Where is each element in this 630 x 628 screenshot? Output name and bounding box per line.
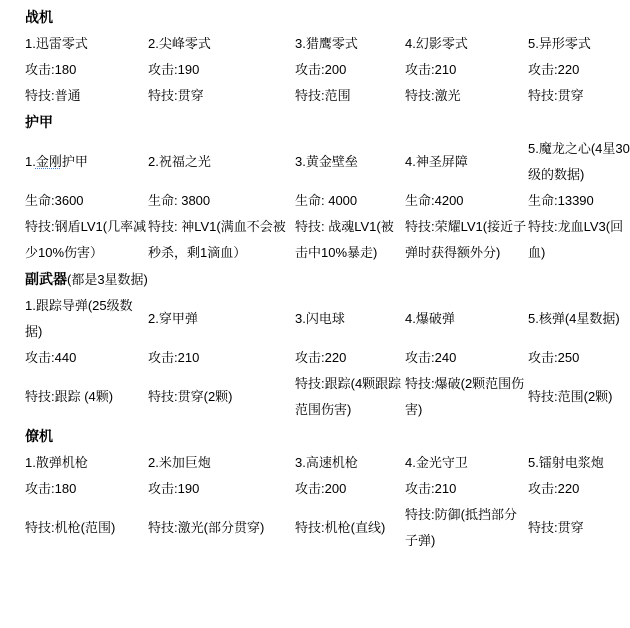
text-run: 攻击:220	[528, 481, 580, 496]
text-run: 特技:普通	[25, 88, 81, 103]
text-run: 2.祝福之光	[148, 154, 211, 169]
table-cell	[295, 266, 405, 293]
text-run: 5.魔龙之心(4星30级的数据)	[528, 141, 630, 182]
section-header-row-fighters	[25, 4, 630, 31]
text-run: 1.	[25, 154, 36, 169]
wingman-names-col5	[528, 450, 630, 476]
text-run: 特技:龙血LV3(回血)	[528, 219, 624, 260]
section-title-armor	[25, 109, 148, 136]
text-run: 攻击:240	[405, 350, 457, 365]
table-cell	[148, 266, 295, 293]
weapon-names-col3	[295, 293, 405, 345]
fighter-special-col2	[148, 83, 295, 109]
weapon-names-col1	[25, 293, 148, 345]
wingman-special	[25, 502, 630, 554]
text-run: 特技:范围	[295, 88, 351, 103]
text-run: 攻击:210	[148, 350, 200, 365]
text-run: 5.核弹(4星数据)	[528, 311, 620, 326]
text-run: 特技:贯穿	[528, 520, 584, 535]
equipment-table-body	[25, 4, 630, 554]
fighter-attack-col5	[528, 57, 630, 83]
text-run: 4.爆破弹	[405, 311, 455, 326]
armor-life-col3	[295, 188, 405, 214]
weapon-names-col2	[148, 293, 295, 345]
fighter-attack-col3	[295, 57, 405, 83]
armor-special-col2	[148, 214, 295, 266]
text-run: 2.米加巨炮	[148, 455, 211, 470]
armor-names-col1	[25, 136, 148, 188]
weapon-names-col5	[528, 293, 630, 345]
weapon-special-col1	[25, 371, 148, 423]
section-title-secondary-weapons	[25, 266, 148, 293]
wingman-names-col1	[25, 450, 148, 476]
weapon-attack-col4	[405, 345, 528, 371]
text-run: 特技: 神LV1(满血不会被秒杀，剩1滴血）	[148, 219, 286, 260]
text-run: 特技:激光	[405, 88, 461, 103]
spellcheck-underline: 金刚	[35, 154, 62, 169]
weapon-attack-col2	[148, 345, 295, 371]
text-run: 攻击:210	[405, 62, 457, 77]
table-cell	[405, 4, 528, 31]
section-header-row-armor	[25, 109, 630, 136]
text-run: 攻击:440	[25, 350, 77, 365]
table-cell	[405, 266, 528, 293]
armor-life	[25, 188, 630, 214]
text-run: 特技: 战魂LV1(被击中10%暴走)	[295, 219, 394, 260]
text-run: 生命: 3800	[148, 193, 211, 208]
wingman-names-col2	[148, 450, 295, 476]
armor-names-col3	[295, 136, 405, 188]
text-run: 特技:激光(部分贯穿)	[148, 520, 265, 535]
table-cell	[405, 109, 528, 136]
text-run: 3.闪电球	[295, 311, 345, 326]
armor-life-col1	[25, 188, 148, 214]
section-title-wingmen	[25, 423, 148, 450]
weapon-special-col2	[148, 371, 295, 423]
table-cell	[295, 109, 405, 136]
table-cell	[148, 4, 295, 31]
weapon-special-col4	[405, 371, 528, 423]
fighter-attack-col4	[405, 57, 528, 83]
text-run: 2.穿甲弹	[148, 311, 198, 326]
text-run: 副武器	[25, 271, 67, 287]
text-run: 攻击:220	[295, 350, 347, 365]
table-cell	[528, 423, 630, 450]
table-cell	[148, 109, 295, 136]
text-run: 攻击:180	[25, 481, 77, 496]
text-run: 特技:贯穿	[528, 88, 584, 103]
text-run: 特技:荣耀LV1(接近子弹时获得额外分)	[405, 219, 527, 260]
weapon-special-col3	[295, 371, 405, 423]
text-run: 护甲	[25, 114, 53, 130]
wingman-attack-col5	[528, 476, 630, 502]
text-run: 特技:贯穿(2颗)	[148, 389, 233, 404]
fighter-names	[25, 31, 630, 57]
weapon-names	[25, 293, 630, 345]
text-run: 3.黄金壁垒	[295, 154, 358, 169]
text-run: 攻击:200	[295, 62, 347, 77]
text-run: 攻击:250	[528, 350, 580, 365]
text-run: 5.镭射电浆炮	[528, 455, 604, 470]
weapon-attack	[25, 345, 630, 371]
wingman-attack-col1	[25, 476, 148, 502]
table-cell	[528, 266, 630, 293]
wingman-special-col1	[25, 502, 148, 554]
text-run: 2.尖峰零式	[148, 36, 211, 51]
section-title-fighters	[25, 4, 148, 31]
text-run: 特技:跟踪(4颗跟踪范围伤害)	[295, 376, 402, 417]
wingman-attack-col2	[148, 476, 295, 502]
fighter-special-col4	[405, 83, 528, 109]
armor-special-col4	[405, 214, 528, 266]
text-run: 1.跟踪导弹(25级数据)	[25, 298, 133, 339]
text-run: 3.猎鹰零式	[295, 36, 358, 51]
text-run: 僚机	[25, 428, 53, 444]
armor-names	[25, 136, 630, 188]
text-run: 4.幻影零式	[405, 36, 468, 51]
section-header-row-secondary-weapons	[25, 266, 630, 293]
text-run: 生命:4200	[405, 193, 464, 208]
wingman-attack	[25, 476, 630, 502]
armor-life-col5	[528, 188, 630, 214]
table-cell	[528, 109, 630, 136]
armor-special-col1	[25, 214, 148, 266]
wingman-attack-col3	[295, 476, 405, 502]
text-run: 3.高速机枪	[295, 455, 358, 470]
armor-special-col3	[295, 214, 405, 266]
wingman-names-col3	[295, 450, 405, 476]
text-run: 特技:爆破(2颗范围伤害)	[405, 376, 525, 417]
armor-life-col2	[148, 188, 295, 214]
text-run: 战机	[25, 9, 53, 25]
fighter-attack-col2	[148, 57, 295, 83]
text-run: 特技:范围(2颗)	[528, 389, 613, 404]
fighter-names-col4	[405, 31, 528, 57]
weapon-special-col5	[528, 371, 630, 423]
wingman-special-col3	[295, 502, 405, 554]
section-header-row-wingmen	[25, 423, 630, 450]
equipment-table	[25, 4, 630, 554]
fighter-names-col2	[148, 31, 295, 57]
armor-names-col5	[528, 136, 630, 188]
wingman-names-col4	[405, 450, 528, 476]
text-run: 特技:机枪(直线)	[295, 520, 386, 535]
armor-names-col2	[148, 136, 295, 188]
text-run: 特技:机枪(范围)	[25, 520, 116, 535]
fighter-attack-col1	[25, 57, 148, 83]
text-run: 1.迅雷零式	[25, 36, 88, 51]
fighter-special-col1	[25, 83, 148, 109]
text-run: 特技:贯穿	[148, 88, 204, 103]
wingman-special-col4	[405, 502, 528, 554]
table-cell	[295, 423, 405, 450]
text-run: 特技:钢盾LV1(几率减少10%伤害）	[25, 219, 147, 260]
text-run: 4.金光守卫	[405, 455, 468, 470]
text-run: 5.异形零式	[528, 36, 591, 51]
armor-names-col4	[405, 136, 528, 188]
wingman-special-col5	[528, 502, 630, 554]
text-run: 1.散弹机枪	[25, 455, 88, 470]
fighter-names-col5	[528, 31, 630, 57]
weapon-attack-col5	[528, 345, 630, 371]
wingman-attack-col4	[405, 476, 528, 502]
text-run: 攻击:180	[25, 62, 77, 77]
fighter-names-col3	[295, 31, 405, 57]
table-cell	[405, 423, 528, 450]
weapon-attack-col1	[25, 345, 148, 371]
text-run: 攻击:190	[148, 62, 200, 77]
table-cell	[528, 4, 630, 31]
weapon-attack-col3	[295, 345, 405, 371]
weapon-special	[25, 371, 630, 423]
table-cell	[295, 4, 405, 31]
weapon-names-col4	[405, 293, 528, 345]
table-cell	[148, 423, 295, 450]
text-run: 特技:防御(抵挡部分子弹)	[405, 507, 517, 548]
text-run: 生命: 4000	[295, 193, 358, 208]
armor-special	[25, 214, 630, 266]
text-run: 4.神圣屏障	[405, 154, 468, 169]
text-run: 攻击:220	[528, 62, 580, 77]
fighter-attack	[25, 57, 630, 83]
fighter-special	[25, 83, 630, 109]
fighter-names-col1	[25, 31, 148, 57]
armor-life-col4	[405, 188, 528, 214]
text-run: 攻击:190	[148, 481, 200, 496]
text-run: 生命:13390	[528, 193, 594, 208]
text-run: 生命:3600	[25, 193, 84, 208]
text-run: 护甲	[61, 154, 88, 169]
text-run: (都是3星数据)	[67, 272, 148, 287]
wingman-special-col2	[148, 502, 295, 554]
wingman-names	[25, 450, 630, 476]
fighter-special-col5	[528, 83, 630, 109]
armor-special-col5	[528, 214, 630, 266]
text-run: 特技:跟踪 (4颗)	[25, 389, 114, 404]
text-run: 攻击:200	[295, 481, 347, 496]
fighter-special-col3	[295, 83, 405, 109]
text-run: 攻击:210	[405, 481, 457, 496]
